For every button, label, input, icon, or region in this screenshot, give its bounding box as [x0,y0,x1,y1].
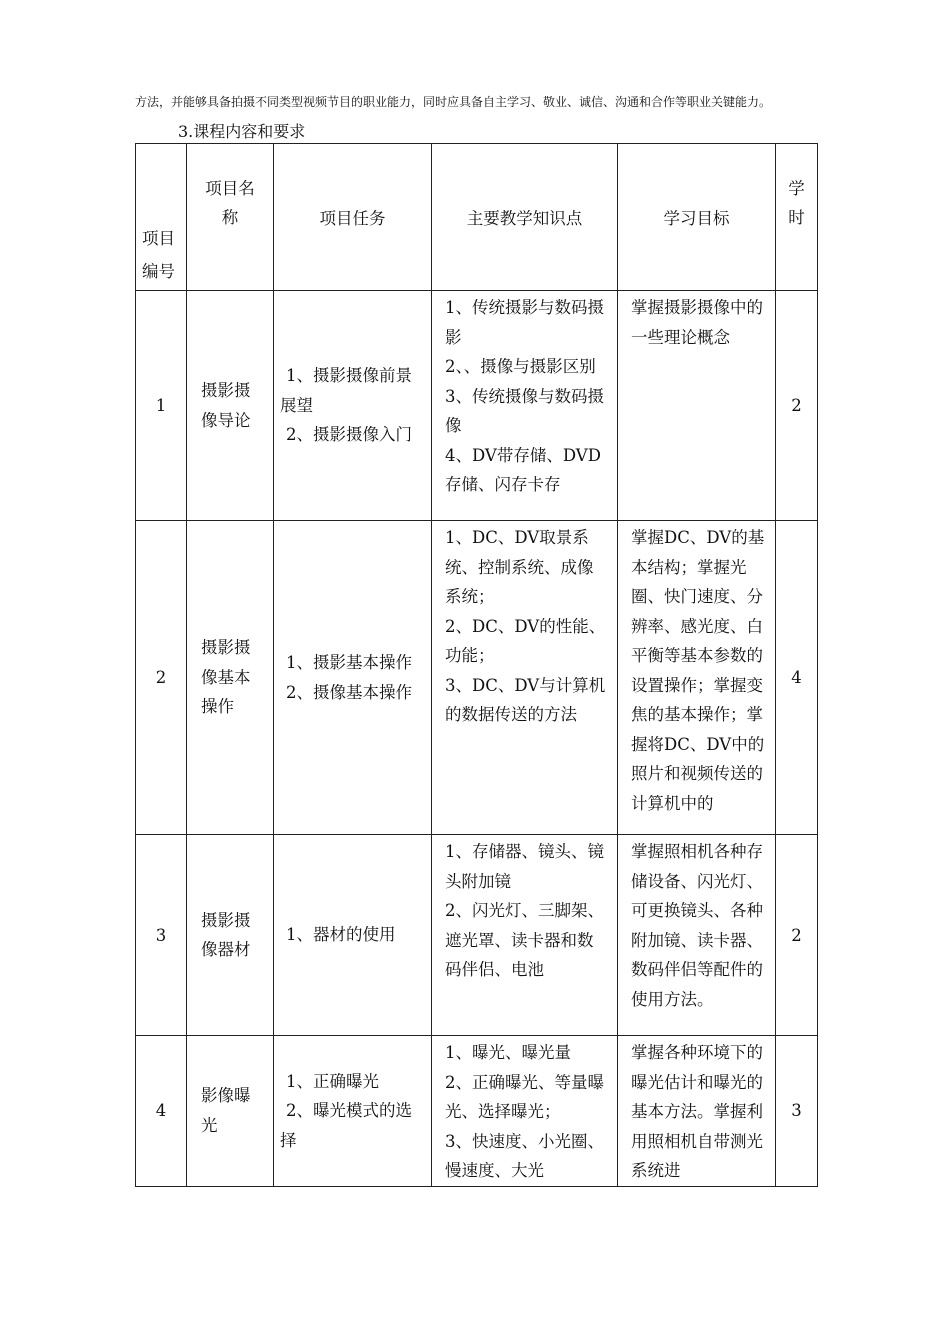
header-goals: 学习目标 [618,144,776,291]
task-item: 2、摄像基本操作 [286,682,412,702]
knowledge-points [432,1036,618,1187]
learning-goals: 掌握摄影摄像中的一些理论概念 [618,291,776,521]
knowledge-points [432,835,618,1036]
knowledge-item: 3、快速度、小光圈、慢速度、大光 [445,1131,604,1180]
knowledge-item: 3、传统摄像与数码摄像 [445,386,604,435]
intro-paragraph: 方法，并能够具备拍摄不同类型视频节目的职业能力，同时应具备自主学习、敬业、诚信、沟通和合作等职业关键能力。 [135,95,772,109]
row-number: 2 [136,521,187,835]
task-item: 1、正确曝光 [286,1071,379,1091]
knowledge-item: 1、DC、DV取景系统、控制系统、成像系统； [445,528,594,606]
table-row [136,291,818,521]
knowledge-item: 2、正确曝光、等量曝光、选择曝光； [445,1072,604,1121]
task-item: 2、摄影摄像入门 [286,425,412,445]
table-row [136,1036,818,1187]
project-name: 摄影摄像器材 [187,835,274,1036]
row-number: 1 [136,291,187,521]
row-number: 3 [136,835,187,1036]
header-knowledge: 主要教学知识点 [432,144,618,291]
knowledge-points [432,291,618,521]
task-item: 2、曝光模式的选择 [280,1101,412,1150]
hours: 3 [776,1036,818,1187]
learning-goals: 掌握DC、DV的基本结构；掌握光圈、快门速度、分辨率、感光度、白平衡等基本参数的设置操作；掌握变焦的基本操作；掌握将DC、DV中的照片和视频传送的计算机中的 [618,521,776,835]
knowledge-points [432,521,618,835]
knowledge-item: 1、曝光、曝光量 [445,1043,571,1062]
project-tasks [274,835,432,1036]
knowledge-item: 4、DV带存储、DVD存储、闪存卡存 [445,445,601,494]
task-item: 1、摄影基本操作 [286,653,412,672]
table-header-row [136,144,818,291]
project-name: 影像曝光 [187,1036,274,1187]
header-hours: 学 时 [776,144,818,291]
knowledge-item: 2、闪光灯、三脚架、遮光罩、读卡器和数码伴侣、电池 [445,901,604,979]
task-item: 1、器材的使用 [286,925,396,945]
hours: 2 [776,835,818,1036]
hours: 2 [776,291,818,521]
project-tasks [274,1036,432,1187]
knowledge-item: 2、、摄像与摄影区别 [445,357,596,376]
knowledge-item: 1、传统摄影与数码摄影 [445,298,604,347]
knowledge-item: 1、存储器、镜头、镜头附加镜 [445,842,604,891]
row-number: 4 [136,1036,187,1187]
project-name: 摄影摄像基本操作 [187,521,274,835]
task-item: 1、摄影摄像前景展望 [280,366,412,415]
section-title: 3.课程内容和要求 [178,122,306,141]
knowledge-item: 2、DC、DV的性能、功能； [445,616,606,665]
table-row [136,835,818,1036]
table-row [136,521,818,835]
project-name: 摄影摄像导论 [187,291,274,521]
project-tasks [274,521,432,835]
header-number: 项目 编号 [136,144,187,291]
hours: 4 [776,521,818,835]
learning-goals: 掌握照相机各种存储设备、闪光灯、可更换镜头、各种附加镜、读卡器、数码伴侣等配件的使用方法。 [618,835,776,1036]
header-name: 项目名 称 [187,144,274,291]
course-content-table [135,143,818,1187]
knowledge-item: 3、DC、DV与计算机的数据传送的方法 [445,675,606,724]
header-tasks: 项目任务 [274,144,432,291]
learning-goals: 掌握各种环境下的曝光估计和曝光的基本方法。掌握利用照相机自带测光系统进 [618,1036,776,1187]
project-tasks [274,291,432,521]
